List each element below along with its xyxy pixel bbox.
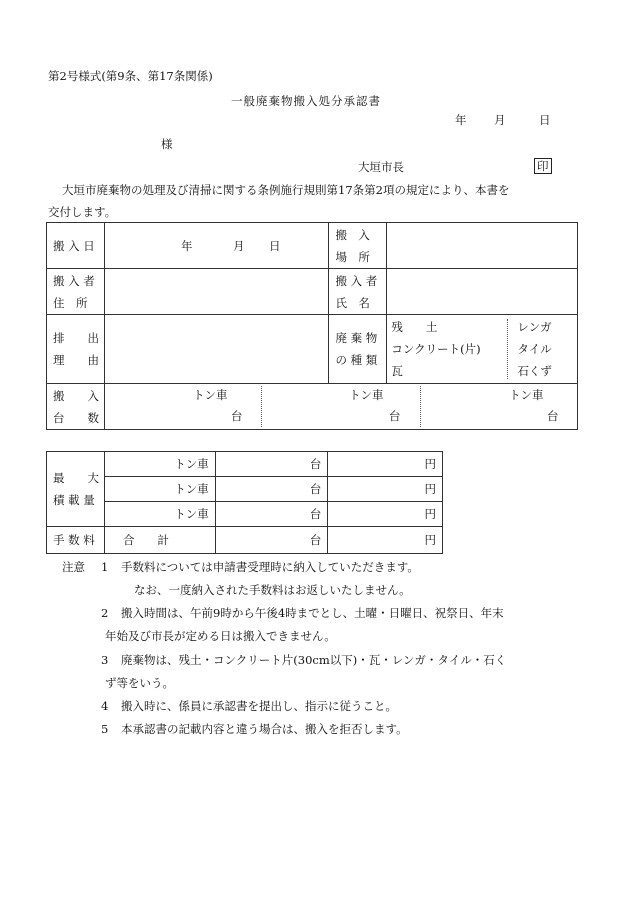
fee-total-yen[interactable]: 円 [328,527,443,554]
carrier-address-field[interactable] [104,269,328,315]
max-load-fee-table [46,451,443,554]
vehicle-2-units: 台 [388,409,401,423]
carry-in-date-month: 月 [232,239,245,253]
vehicle-2-ton: トン車 [348,388,384,402]
note-4-number: 4 [101,699,109,713]
note-4-line1: 搬入時に、係員に承認書を提出し、指示に従うこと。 [121,699,397,713]
max-load-row2-yen[interactable]: 円 [328,477,443,502]
max-load-row1-ton[interactable]: トン車 [104,452,215,477]
date-day: 日 [539,113,551,127]
carry-in-date-day: 日 [268,239,281,253]
waste-type-soil[interactable]: 残 土 [391,320,438,334]
carry-in-date-field[interactable] [104,223,328,269]
form-number: 第2号様式(第9条、第17条関係) [48,69,213,83]
discharge-reason-label: 排 出 理 由 [47,315,105,384]
max-load-row3-units[interactable]: 台 [215,502,328,527]
vehicle-count-label: 搬 入 台 数 [47,384,105,430]
waste-type-options[interactable] [387,315,578,384]
document-title: 一般廃棄物搬入処分承認書 [231,94,381,108]
carry-in-place-label: 搬 入 場 所 [329,223,387,269]
waste-type-ceramic-tile[interactable]: タイル [517,342,552,356]
vehicle-1-units: 台 [230,409,243,423]
note-5-number: 5 [101,722,109,736]
max-load-row1-yen[interactable]: 円 [328,452,443,477]
note-3-line1: 廃棄物は、残土・コンクリート片(30cm以下)・瓦・レンガ・タイル・石く [121,653,507,667]
fee-label: 手 数 料 [47,527,105,554]
vehicle-3-units: 台 [546,409,559,423]
discharge-reason-field[interactable] [104,315,328,384]
note-3-line2: ず等をいう。 [105,676,174,690]
note-2-line2: 年始及び市長が定める日は搬入できません。 [105,629,336,643]
carrier-address-label: 搬 入 者 住 所 [47,269,105,315]
issuer-name: 大垣市長 [358,160,404,174]
fee-total-units[interactable]: 台 [215,527,328,554]
seal-mark: 印 [534,158,552,174]
vehicle-count-field[interactable] [104,384,577,430]
note-1-number: 1 [101,560,109,574]
intro-text-line1: 大垣市廃棄物の処理及び清掃に関する条例施行規則第17条第2項の規定により、本書を [62,183,510,197]
date-month: 月 [494,113,506,127]
max-load-row2-ton[interactable]: トン車 [104,477,215,502]
vehicle-3-ton: トン車 [508,388,544,402]
intro-text-line2: 交付します。 [48,205,117,219]
waste-type-brick[interactable]: レンガ [517,320,552,334]
fee-total-label: 合 計 [104,527,215,554]
note-3-number: 3 [101,653,109,667]
waste-type-label: 廃 棄 物 の 種 類 [329,315,387,384]
note-2-line1: 搬入時間は、午前9時から午後4時までとし、土曜・日曜日、祝祭日、年末 [121,606,504,620]
notes-heading: 注意 [62,560,85,574]
waste-type-stone-debris[interactable]: 石くず [517,364,552,378]
note-5-line1: 本承認書の記載内容と違う場合は、搬入を拒否します。 [121,722,408,736]
max-load-row3-yen[interactable]: 円 [328,502,443,527]
carry-in-date-label: 搬 入 日 [47,223,105,269]
carrier-name-label: 搬 入 者 氏 名 [329,269,387,315]
waste-type-concrete[interactable]: コンクリート(片) [391,342,481,356]
vehicle-1-ton: トン車 [192,388,228,402]
carrier-name-field[interactable] [387,269,578,315]
note-1-line1: 手数料については申請書受理時に納入していただきます。 [121,560,419,574]
note-1-line2: なお、一度納入された手数料はお返しいたしません。 [134,583,411,597]
carry-in-date-year: 年 [180,239,193,253]
max-load-row3-ton[interactable]: トン車 [104,502,215,527]
addressee-suffix: 様 [161,137,173,151]
max-load-row1-units[interactable]: 台 [215,452,328,477]
date-year: 年 [455,113,467,127]
carry-in-place-field[interactable] [387,223,578,269]
application-details-table [46,222,578,430]
max-load-label: 最 大 積 載 量 [47,452,105,527]
max-load-row2-units[interactable]: 台 [215,477,328,502]
waste-type-tile[interactable]: 瓦 [391,364,403,378]
note-2-number: 2 [101,606,109,620]
